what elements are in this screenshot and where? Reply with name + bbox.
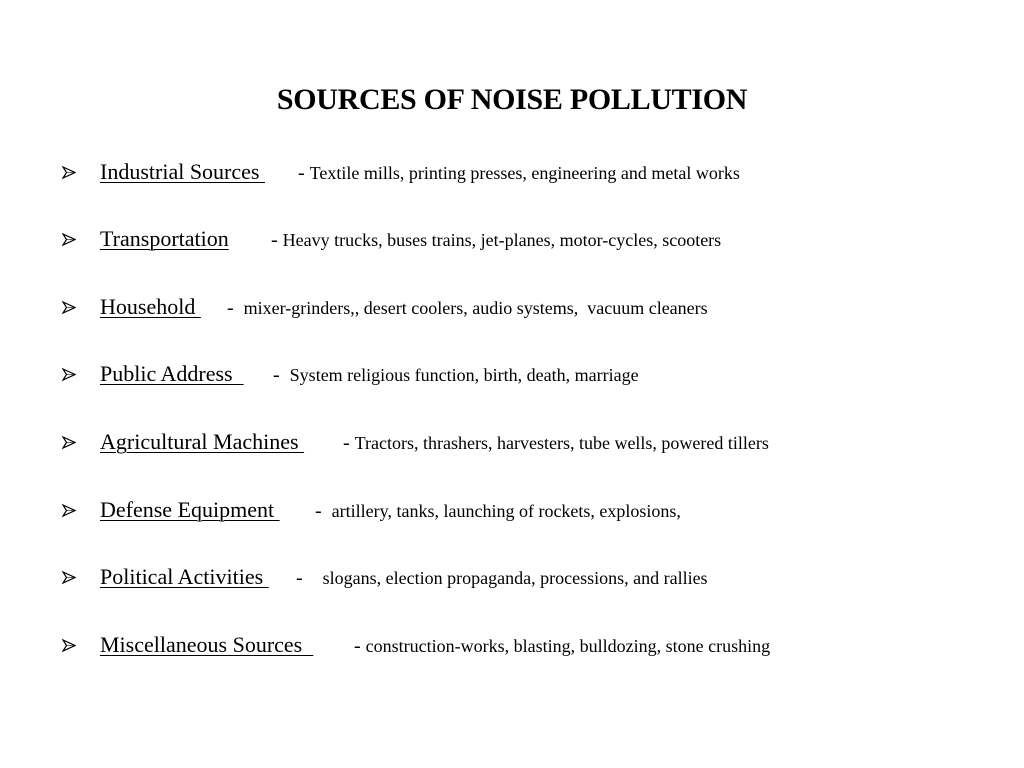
list-item <box>62 629 1002 661</box>
item-rest <box>343 427 769 461</box>
item-separator: - <box>222 297 244 319</box>
item-separator: - <box>296 567 323 589</box>
item-separator: - <box>256 229 283 251</box>
item-term: Defense Equipment <box>100 497 280 522</box>
arrow-bullet-icon <box>62 368 76 381</box>
item-rest <box>296 562 708 596</box>
item-rest <box>273 359 639 393</box>
list-item <box>62 156 1002 188</box>
item-term: Household <box>100 294 201 319</box>
item-description: System religious function, birth, death, marriage <box>289 365 639 385</box>
arrow-bullet-icon <box>62 436 76 449</box>
item-term: Industrial Sources <box>100 159 265 184</box>
item-description: Textile mills, printing presses, engineering and metal works <box>309 163 740 183</box>
arrow-bullet-icon <box>62 166 76 179</box>
list-item <box>62 426 1002 458</box>
item-rest <box>222 292 708 326</box>
arrow-bullet-icon <box>62 639 76 652</box>
item-separator: - <box>273 364 290 386</box>
list-item <box>62 494 1002 526</box>
item-separator: - <box>343 432 355 454</box>
item-description: slogans, election propaganda, processions, and rallies <box>322 568 708 588</box>
item-rest <box>354 630 770 664</box>
item-separator: - <box>315 500 332 522</box>
item-separator: - <box>354 635 366 657</box>
slide-title: SOURCES OF NOISE POLLUTION <box>276 83 748 116</box>
item-term: Miscellaneous Sources <box>100 632 314 657</box>
item-description: Tractors, thrashers, harvesters, tube wells, powered tillers <box>354 433 769 453</box>
item-term: Political Activities <box>100 564 269 589</box>
item-rest <box>256 224 721 258</box>
arrow-bullet-icon <box>62 504 76 517</box>
item-description: construction-works, blasting, bulldozing, stone crushing <box>365 636 771 656</box>
arrow-bullet-icon <box>62 233 76 246</box>
item-separator: - <box>298 162 310 184</box>
item-description: artillery, tanks, launching of rockets, explosions, <box>331 501 681 521</box>
list-item <box>62 223 1002 255</box>
list-item <box>62 291 1002 323</box>
item-rest <box>298 157 740 191</box>
item-term: Transportation <box>100 226 229 251</box>
arrow-bullet-icon <box>62 571 76 584</box>
item-description: mixer-grinders,, desert coolers, audio systems, vacuum cleaners <box>243 298 708 318</box>
list-item <box>62 358 1002 390</box>
item-description: Heavy trucks, buses trains, jet-planes, motor-cycles, scooters <box>282 230 722 250</box>
arrow-bullet-icon <box>62 301 76 314</box>
item-rest <box>315 495 681 529</box>
item-term: Agricultural Machines <box>100 429 305 454</box>
list-item <box>62 561 1002 593</box>
item-term: Public Address <box>100 361 244 386</box>
